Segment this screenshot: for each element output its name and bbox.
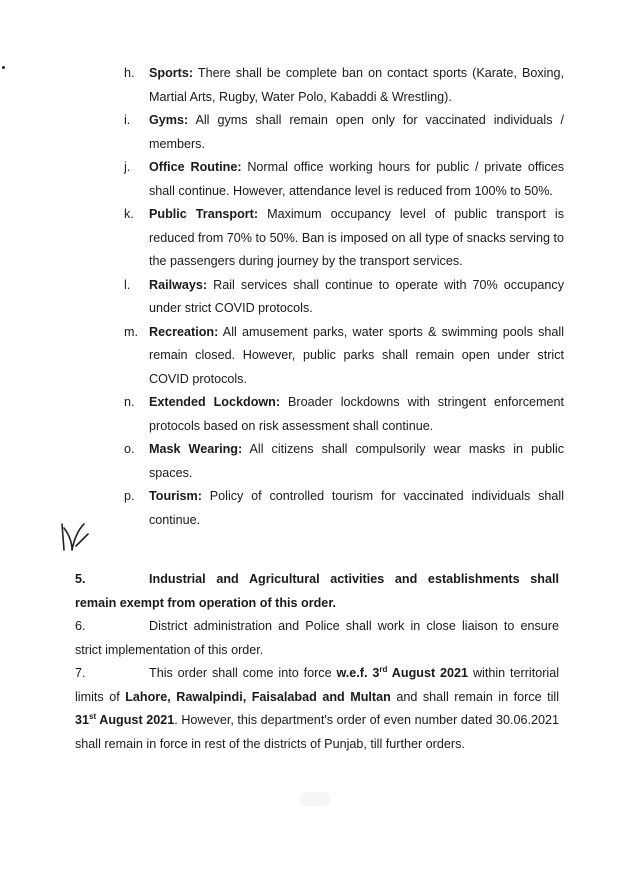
item-title: Tourism: (149, 489, 202, 503)
item-text: There shall be complete ban on contact sports (Karate, Boxing, Martial Arts, Rugby, Water Polo, Kabaddi & Wrestling). (149, 66, 564, 104)
item-title: Public Transport: (149, 207, 259, 221)
list-item-public-transport (124, 203, 564, 274)
list-item-mask-wearing (124, 438, 564, 485)
item-marker: j. (124, 160, 131, 174)
item-text: Maximum occupancy level of public transport is reduced from 70% to 50%. Ban is imposed on all type of snacks serving to the passengers during journey by the transport services. (149, 207, 564, 268)
paragraph-5 (75, 568, 559, 615)
district-names: Lahore, Rawalpindi, Faisalabad and Multan (125, 689, 391, 704)
item-text: Rail services shall continue to operate with 70% occupancy under strict COVID protocols. (149, 277, 564, 315)
list-item-railways (124, 274, 564, 321)
paragraph-text: . However, this department's order of even number dated 30.06.2021 shall remain in force in rest of the districts of Punjab, till further orders. (75, 713, 560, 751)
item-title: Extended Lockdown: (149, 395, 281, 409)
paragraph-text: Industrial and Agricultural activities and establishments shall remain exempt from operation of this order. (75, 572, 559, 610)
list-item-tourism (124, 485, 564, 532)
item-title: Mask Wearing: (149, 442, 243, 456)
paragraph-text: and shall remain in force till (390, 689, 560, 704)
item-text: Normal office working hours for public / private offices shall continue. However, attendance level is reduced from 100% to 50%. (149, 160, 564, 198)
item-text: Broader lockdowns with stringent enforcement protocols based on risk assessment shall continue. (149, 395, 564, 433)
list-item-office-routine (124, 156, 564, 203)
item-marker: p. (124, 489, 135, 503)
item-title: Railways: (149, 277, 208, 292)
item-marker: l. (124, 277, 131, 292)
end-date: 31st August 2021 (75, 711, 175, 727)
item-text: Policy of controlled tourism for vaccinated individuals shall continue. (149, 489, 564, 527)
paragraph-text: District administration and Police shall work in close liaison to ensure strict implementation of this order. (75, 619, 559, 657)
item-marker: i. (124, 113, 131, 127)
list-item-gyms (124, 109, 564, 156)
item-marker: m. (124, 324, 138, 339)
paragraph-number: 7. (75, 666, 86, 680)
effective-date: w.e.f. 3rd August 2021 (336, 664, 469, 680)
item-marker: h. (124, 66, 135, 80)
handwritten-initials (58, 520, 92, 554)
margin-mark (2, 66, 5, 69)
paragraph-6 (75, 615, 559, 662)
item-title: Gyms: (149, 113, 189, 127)
paragraph-number: 5. (75, 572, 86, 586)
order-items-list (124, 62, 564, 532)
list-item-recreation (124, 321, 564, 392)
paragraph-number: 6. (75, 619, 86, 633)
item-marker: o. (124, 442, 135, 456)
list-item-extended-lockdown (124, 391, 564, 438)
item-text: All gyms shall remain open only for vaccinated individuals / members. (149, 113, 564, 151)
faint-smudge (300, 792, 330, 806)
item-title: Sports: (149, 66, 194, 80)
item-marker: k. (124, 207, 134, 221)
list-item-sports (124, 62, 564, 109)
paragraph-text: within territorial limits of (75, 666, 560, 704)
item-text: All amusement parks, water sports & swimming pools shall remain closed. However, public parks shall remain open under strict COVID protocols. (149, 324, 564, 386)
paragraph-7 (75, 662, 559, 756)
item-title: Office Routine: (149, 160, 242, 174)
item-marker: n. (124, 395, 135, 409)
item-title: Recreation: (149, 324, 219, 339)
paragraph-text: This order shall come into force (149, 666, 337, 680)
item-text: All citizens shall compulsorily wear masks in public spaces. (149, 442, 564, 480)
